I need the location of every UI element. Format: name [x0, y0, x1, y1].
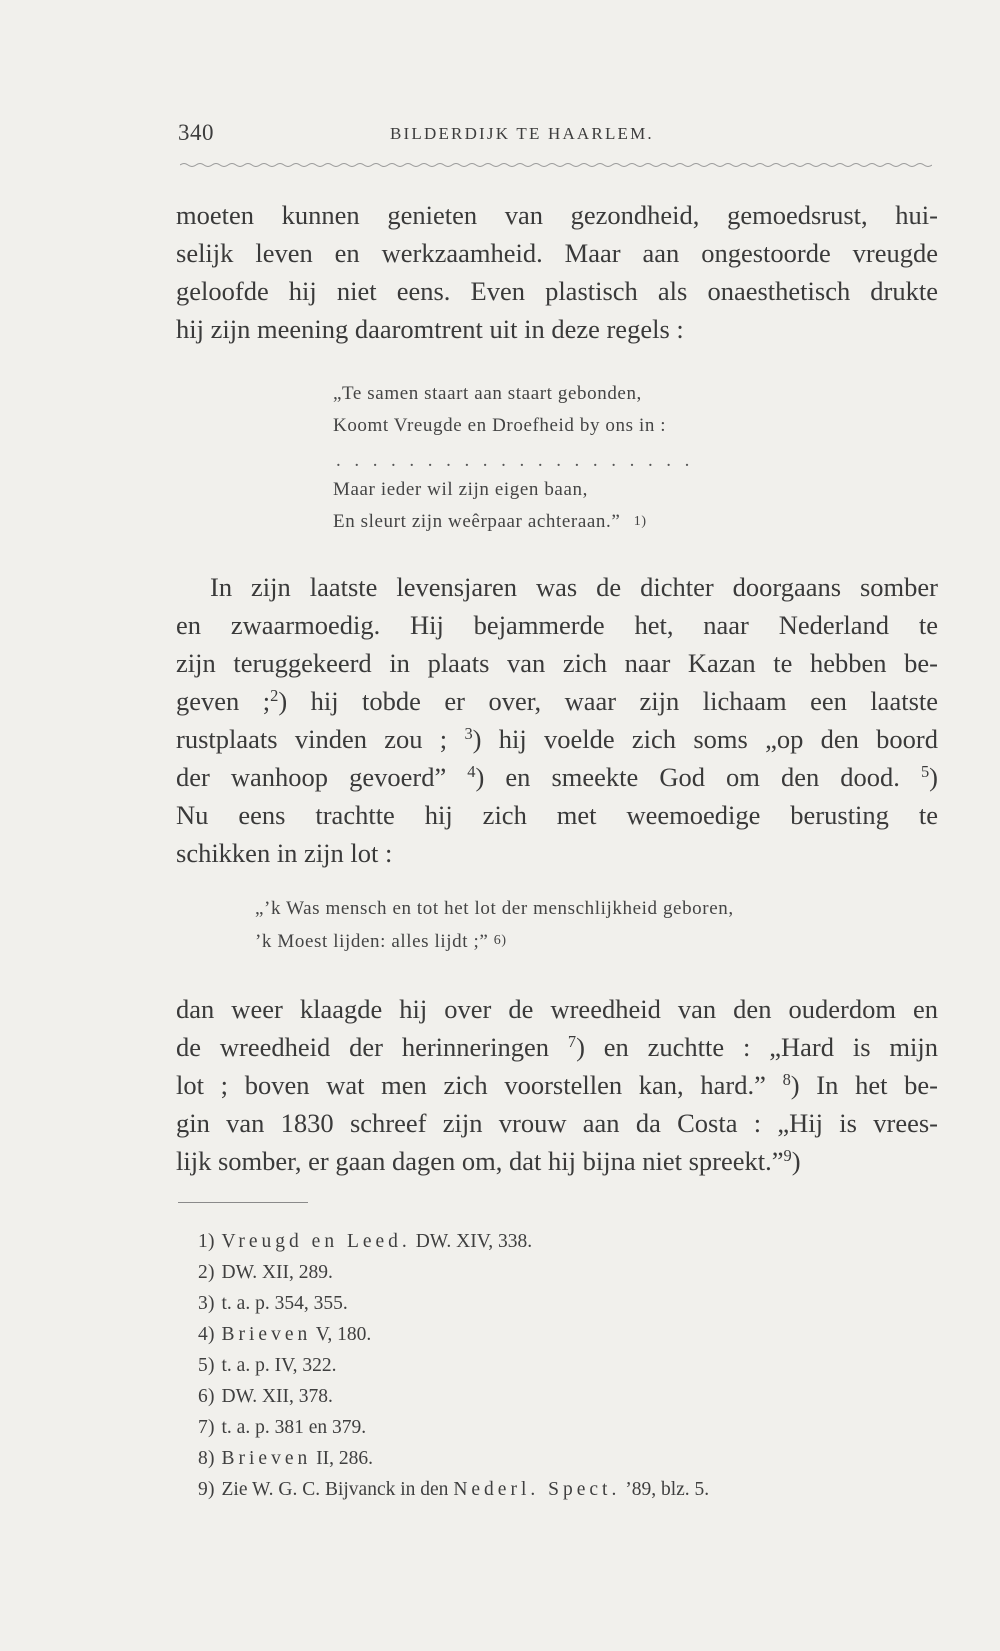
quote-1-line-3: Maar ieder wil zijn eigen baan, [333, 479, 588, 500]
footnote-number: 5 [198, 1355, 208, 1376]
footnote-spaced: Brieven [221, 1324, 312, 1345]
quote-1-line-4-text: En sleurt zijn weêrpaar achteraan.” [333, 511, 621, 532]
header-rule [180, 162, 932, 168]
footnote-number: 7 [198, 1417, 208, 1438]
paragraph-1-line-2: selijk leven en werkzaamheid. Maar aan ongestoorde vreugde [176, 238, 938, 268]
quote-1-line-2: Koomt Vreugde en Droefheid by ons in : [333, 415, 667, 436]
footnote-5 [198, 1352, 337, 1380]
quote-2-note-ref: 6) [493, 933, 507, 948]
paragraph-3-line-2 [176, 1028, 938, 1066]
footnote-text: DW. XII, 378. [221, 1386, 333, 1407]
note-ref-4: 4 [467, 761, 476, 781]
paragraph-3-line-3 [176, 1066, 938, 1104]
paragraph-2-line-6 [176, 758, 938, 796]
text-segment: lot ; boven wat men zich voorstellen kan, hard.” [176, 1070, 766, 1100]
quote-2-line-2 [255, 927, 507, 956]
footnote-7 [198, 1414, 366, 1442]
text-segment: ) [791, 1146, 801, 1176]
footnote-text: t. a. p. IV, 322. [221, 1355, 337, 1376]
paragraph-3-line-4: gin van 1830 schreef zijn vrouw aan da Costa : „Hij is vrees- [176, 1108, 938, 1138]
footnote-number: 2 [198, 1262, 208, 1283]
footnote-paren: ) [208, 1231, 215, 1252]
footnote-paren: ) [208, 1479, 215, 1500]
footnote-text: DW. XII, 289. [221, 1262, 333, 1283]
paragraph-2-line-3: zijn teruggekeerd in plaats van zich naar Kazan te hebben be- [176, 648, 938, 678]
paragraph-3-line-5 [176, 1142, 938, 1180]
paragraph-2-line-1: In zijn laatste levensjaren was de dichter doorgaans somber [210, 572, 938, 602]
text-segment: rustplaats vinden zou ; [176, 724, 448, 754]
note-ref-2: 2 [270, 685, 279, 705]
text-segment: ) hij tobde er over, waar zijn lichaam een laatste [278, 686, 939, 716]
text-segment: ) [929, 762, 938, 792]
paragraph-3-line-1: dan weer klaagde hij over de wreedheid van den ouderdom en [176, 994, 938, 1024]
text-segment: lijk somber, er gaan dagen om, dat hij bijna niet spreekt.” [176, 1146, 784, 1176]
paragraph-2-line-4 [176, 682, 938, 720]
running-head: BILDERDIJK TE HAARLEM. [390, 124, 654, 143]
paragraph-2-line-5 [176, 720, 938, 758]
footnote-text: DW. XIV, 338. [410, 1231, 533, 1252]
footnote-spaced: Nederl. Spect. [453, 1479, 621, 1500]
paragraph-1-line-3: geloofde hij niet eens. Even plastisch als onaesthetisch drukte [176, 276, 938, 306]
footnote-2 [198, 1259, 333, 1287]
text-segment: ) In het be- [790, 1070, 938, 1100]
footnote-spaced: Vreugd en Leed. [221, 1231, 411, 1252]
footnote-4 [198, 1321, 371, 1349]
footnote-paren: ) [208, 1355, 215, 1376]
paragraph-2-line-8: schikken in zijn lot : [176, 838, 393, 868]
text-segment: de wreedheid der herinneringen [176, 1032, 549, 1062]
note-ref-3: 3 [464, 723, 473, 743]
quote-1-line-1: „Te samen staart aan staart gebonden, [333, 383, 642, 404]
footnote-paren: ) [208, 1448, 215, 1469]
page-number: 340 [178, 120, 214, 145]
note-ref-5: 5 [920, 761, 930, 781]
note-ref-9: 9 [783, 1145, 792, 1165]
footnote-text-pre: Zie W. G. C. Bijvanck in den [221, 1479, 454, 1500]
footnote-number: 3 [198, 1293, 208, 1314]
quote-1-ellipsis: .................... [336, 450, 703, 471]
text-segment: ) en smeekte God om den dood. [475, 762, 900, 792]
footnote-1 [198, 1228, 532, 1256]
quote-2-line-1: „’k Was mensch en tot het lot der menschlijkheid geboren, [255, 898, 734, 919]
footnote-number: 8 [198, 1448, 208, 1469]
footnote-text: t. a. p. 381 en 379. [221, 1417, 367, 1438]
paragraph-2-line-7: Nu eens trachtte hij zich met weemoedige berusting te [176, 800, 938, 830]
footnote-number: 1 [198, 1231, 208, 1252]
paragraph-1-line-1: moeten kunnen genieten van gezondheid, gemoedsrust, hui- [176, 200, 938, 230]
text-segment: geven ; [176, 686, 271, 716]
quote-1-note-ref: 1) [633, 514, 647, 529]
footnote-text: V, 180. [311, 1324, 372, 1345]
footnote-text: ’89, blz. 5. [620, 1479, 710, 1500]
quote-1-line-4 [333, 508, 647, 536]
footnote-9 [198, 1476, 709, 1504]
text-segment: der wanhoop gevoerd” [176, 762, 447, 792]
footnote-text: II, 286. [311, 1448, 373, 1469]
footnote-number: 4 [198, 1324, 208, 1345]
note-ref-7: 7 [567, 1031, 577, 1051]
footnote-paren: ) [208, 1386, 215, 1407]
paragraph-1-line-4: hij zijn meening daaromtrent uit in deze regels : [176, 314, 684, 344]
footnote-3 [198, 1290, 348, 1318]
footnote-text: t. a. p. 354, 355. [221, 1293, 348, 1314]
footnote-number: 9 [198, 1479, 208, 1500]
text-segment: ) hij voelde zich soms „op den boord [472, 724, 939, 754]
footnote-8 [198, 1445, 373, 1473]
footnote-number: 6 [198, 1386, 208, 1407]
footnote-paren: ) [208, 1262, 215, 1283]
footnote-paren: ) [208, 1324, 215, 1345]
footnote-paren: ) [208, 1293, 215, 1314]
footnote-spaced: Brieven [221, 1448, 312, 1469]
paragraph-2-line-2: en zwaarmoedig. Hij bejammerde het, naar Nederland te [176, 610, 938, 640]
footnote-rule [178, 1202, 308, 1203]
note-ref-8: 8 [782, 1069, 791, 1089]
footnote-paren: ) [208, 1417, 215, 1438]
quote-2-line-2-text: ’k Moest lijden: alles lijdt ;” [255, 931, 489, 952]
footnote-6 [198, 1383, 333, 1411]
text-segment: ) en zuchtte : „Hard is mijn [576, 1032, 938, 1062]
